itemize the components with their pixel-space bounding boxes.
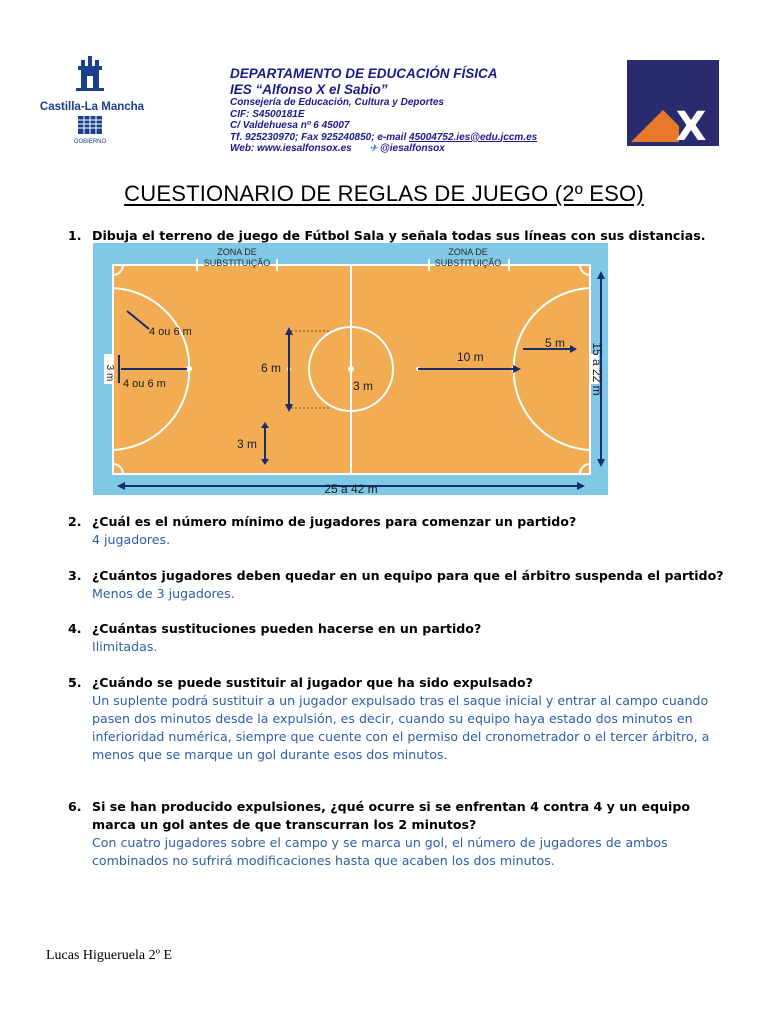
svg-text:SUBSTITUIÇÃO: SUBSTITUIÇÃO <box>434 258 502 268</box>
castilla-la-mancha-logo <box>38 54 146 146</box>
department-name: DEPARTAMENTO DE EDUCACIÓN FÍSICA <box>230 66 498 81</box>
cif-number: CIF: S4500181E <box>230 108 305 120</box>
page-title: CUESTIONARIO DE REGLAS DE JUEGO (2º ESO) <box>124 181 644 206</box>
answer-6: Con cuatro jugadores sobre el campo y se marca un gol, el número de jugadores de ambos combinados no sufrirá modificaciones hasta que acaben los dos minutos. <box>92 835 668 868</box>
svg-text:6 m: 6 m <box>261 361 282 375</box>
svg-text:Castilla-La Mancha: Castilla-La Mancha <box>39 101 145 113</box>
school-logo <box>627 60 719 146</box>
twitter-icon: ✈ <box>369 143 378 153</box>
council-name: Consejería de Educación, Cultura y Deportes <box>230 97 444 108</box>
svg-text:25 a 42 m: 25 a 42 m <box>324 482 378 495</box>
svg-text:SUBSTITUIÇÃO: SUBSTITUIÇÃO <box>203 258 271 268</box>
school-name: IES “Alfonso X el Sabio” <box>230 82 388 97</box>
svg-text:GOBIERNO: GOBIERNO <box>73 139 107 145</box>
answer-2: 4 jugadores. <box>92 532 171 547</box>
svg-text:3 m: 3 m <box>353 379 374 393</box>
svg-text:4 ou 6 m: 4 ou 6 m <box>149 326 192 338</box>
web-line <box>230 143 610 155</box>
svg-text:10 m: 10 m <box>457 350 484 364</box>
email-link[interactable]: 45004752.ies@edu.jccm.es <box>409 131 538 143</box>
svg-text:3 m: 3 m <box>104 364 115 382</box>
svg-text:ZONA DE: ZONA DE <box>448 247 488 257</box>
contact-line: Tf. 925230970; Fax 925240850; e-mail 45004752.ies@edu.jccm.es <box>230 131 538 143</box>
futsal-court-diagram <box>93 243 608 495</box>
answer-3: Menos de 3 jugadores. <box>92 586 235 601</box>
twitter-handle[interactable]: @iesalfonsox <box>380 143 445 154</box>
answer-4: Ilimitadas. <box>92 639 158 654</box>
web-link[interactable]: Web: www.iesalfonsox.es <box>230 143 352 154</box>
svg-text:15 a 22 m: 15 a 22 m <box>590 342 604 396</box>
answer-5: Un suplente podrá sustituir a un jugador expulsado tras el saque inicial y entrar al campo cuando pasen dos minutos desde la expulsión, es decir, cuando su equipo haya estado dos minutos en inferioridad numérica, siempre que cuente con el permiso del cronometrador o el tercer árbitro, a menos que se marque un gol durante esos dos minutos. <box>92 693 710 762</box>
svg-text:3 m: 3 m <box>237 437 258 451</box>
student-name-footer: Lucas Higueruela 2º E <box>46 948 173 963</box>
svg-text:5 m: 5 m <box>545 336 566 350</box>
svg-text:4 ou 6 m: 4 ou 6 m <box>123 378 166 390</box>
header-contact-block <box>230 66 610 155</box>
address: C/ Valdehuesa nº 6 45007 <box>230 120 350 131</box>
svg-text:ZONA DE: ZONA DE <box>217 247 257 257</box>
svg-text:X: X <box>675 104 707 146</box>
